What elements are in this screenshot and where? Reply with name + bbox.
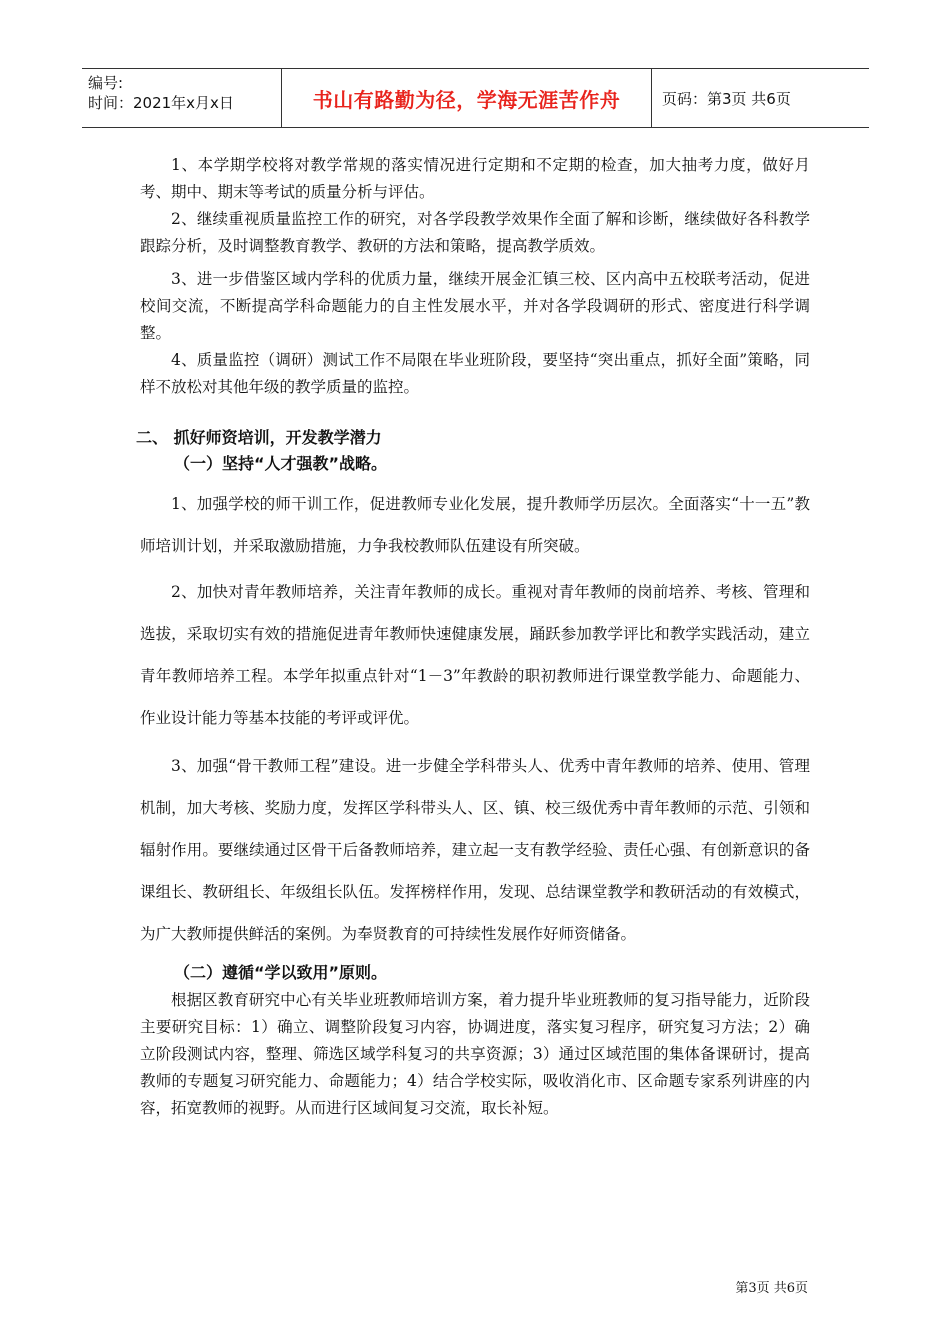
header-meta — [82, 69, 282, 127]
paragraph-8: 根据区教育研究中心有关毕业班教师培训方案，着力提升毕业班教师的复习指导能力，近阶段主要研究目标：1）确立、调整阶段复习内容，协调进度，落实复习程序，研究复习方法；2）确立阶段测试内容，整理、筛选区域学科复习的共享资源；3）通过区域范围的集体备课研讨，提高教师的专题复习研究能力、命题能力；4）结合学校实际，吸收消化市、区命题专家系列讲座的内容，拓宽教师的视野。从而进行区域间复习交流，取长补短。 — [140, 991, 810, 1117]
section-2-title: 二、 抓好师资培训，开发教学潜力 — [136, 428, 382, 447]
subsection-2-title: （二）遵循“学以致用”原则。 — [174, 963, 388, 982]
document-number-label: 编号: — [88, 74, 124, 92]
paragraph-5: 1、加强学校的师干训工作，促进教师专业化发展，提升教师学历层次。全面落实“十一五”教师培训计划，并采取激励措施，力争我校教师队伍建设有所突破。 — [140, 495, 810, 555]
document-body — [136, 152, 810, 1122]
paragraph-4: 4、质量监控（调研）测试工作不局限在毕业班阶段，要坚持“突出重点，抓好全面”策略，同样不放松对其他年级的教学质量的监控。 — [140, 351, 810, 396]
paragraph-6: 2、加快对青年教师培养，关注青年教师的成长。重视对青年教师的岗前培养、考核、管理和选拔，采取切实有效的措施促进青年教师快速健康发展，踊跃参加教学评比和教学实践活动，建立青年教师培养工程。本学年拟重点针对“1－3”年教龄的职初教师进行课堂教学能力、命题能力、作业设计能力等基本技能的考评或评优。 — [140, 583, 810, 727]
header-motto-cell — [282, 69, 652, 127]
paragraph-2: 2、继续重视质量监控工作的研究，对各学段教学效果作全面了解和诊断，继续做好各科教学跟踪分析，及时调整教育教学、教研的方法和策略，提高教学质效。 — [140, 210, 810, 255]
paragraph-3: 3、进一步借鉴区域内学科的优质力量，继续开展金汇镇三校、区内高中五校联考活动，促进校间交流，不断提高学科命题能力的自主性发展水平，并对各学段调研的形式、密度进行科学调整。 — [140, 270, 810, 342]
paragraph-7: 3、加强“骨干教师工程”建设。进一步健全学科带头人、优秀中青年教师的培养、使用、管理机制，加大考核、奖励力度，发挥区学科带头人、区、镇、校三级优秀中青年教师的示范、引领和辐射作用。要继续通过区骨干后备教师培养，建立起一支有教学经验、责任心强、有创新意识的备课组长、教研组长、年级组长队伍。发挥榜样作用，发现、总结课堂教学和教研活动的有效模式，为广大教师提供鲜活的案例。为奉贤教育的可持续性发展作好师资储备。 — [140, 757, 810, 943]
document-date: 时间：2021年x月x日 — [88, 94, 234, 112]
paragraph-1: 1、本学期学校将对教学常规的落实情况进行定期和不定期的检查，加大抽考力度，做好月考、期中、期末等考试的质量分析与评估。 — [140, 156, 810, 201]
page-header — [82, 68, 869, 128]
subsection-1-title: （一）坚持“人才强教”战略。 — [174, 454, 388, 473]
header-page-cell — [652, 69, 869, 127]
header-page-number: 页码：第3页 共6页 — [662, 89, 791, 108]
page-footer: 第3页 共6页 — [735, 1281, 808, 1296]
header-motto: 书山有路勤为径，学海无涯苦作舟 — [312, 87, 621, 112]
